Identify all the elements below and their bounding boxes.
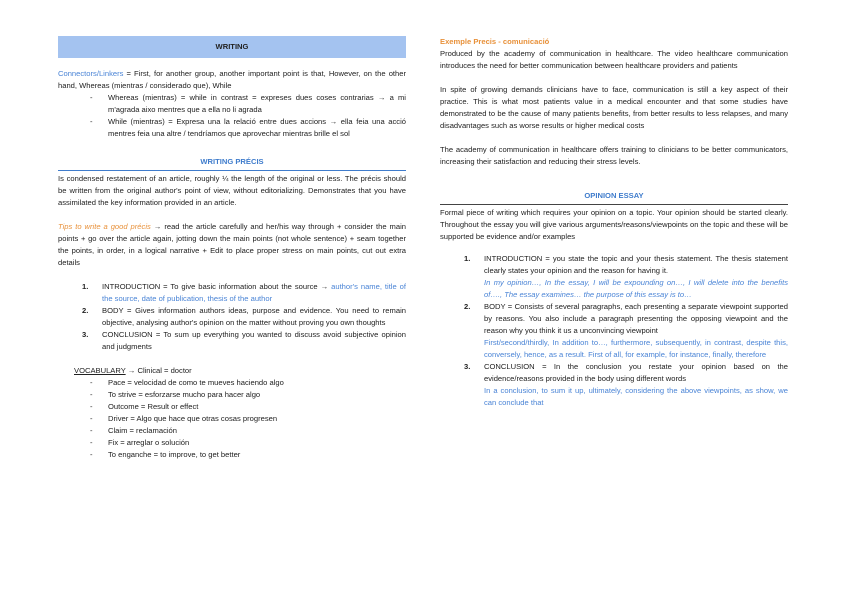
- item-text: = To sum up everything you wanted to discuss avoid subjective opinion and judgments: [102, 329, 406, 351]
- list-item: [82, 281, 406, 305]
- item-label: CONCLUSION: [102, 329, 153, 339]
- list-item: - Fix = arreglar o solución: [108, 437, 406, 449]
- item-blue-text: First/second/thirdly, In addition to…, furthermore, subsequently, in contrast, despite this, conversely, hence, as a result. First of all, for example, for instance, finally, therefore: [484, 337, 788, 359]
- item-blue-text: In my opinion…, In the essay, I will be expounding on…, I will delete into the benefits of…., The essay examines… the purpose of this essay is to…: [484, 277, 788, 299]
- list-item: - Driver = Algo que hace que otras cosas progresen: [108, 413, 406, 425]
- structure-list: [58, 281, 406, 353]
- list-item: - Whereas (mientras) = while in contrast = expreses dues coses contrarias → a mi m'agrada aixo mentres que a ella no li agrada: [108, 92, 406, 116]
- list-number: 1.: [82, 281, 89, 291]
- list-number: 2.: [464, 301, 471, 311]
- tips-paragraph: [58, 221, 406, 269]
- item-text: = you state the topic and your thesis statement. The thesis statement clearly states your opinion and the reason for having it.: [484, 253, 788, 275]
- item-text: = Gives information authors ideas, purpose and evidence. You need to remain objective, analysing author's opinion on the matter without proving you own thoughts: [102, 305, 406, 327]
- example-heading: Exemple Precis - comunicació: [440, 37, 550, 46]
- vocabulary-text: → Clinical = doctor: [125, 365, 192, 375]
- item-text: = To give basic information about the source →: [160, 281, 332, 291]
- connectors-list: [58, 92, 406, 140]
- connectors-text: = First, for another group, another important point is that, However, on the other hand, Whereas (mientras / considerado que), While: [58, 69, 406, 90]
- list-number: 1.: [464, 253, 471, 263]
- vocabulary-label: VOCABULARY: [74, 365, 126, 375]
- list-number: 3.: [464, 361, 471, 371]
- list-item: - Pace = velocidad de como te mueves haciendo algo: [108, 377, 406, 389]
- list-item: [82, 329, 406, 353]
- opinion-heading: OPINION ESSAY: [440, 190, 788, 205]
- list-item: - To strive = esforzarse mucho para hacer algo: [108, 389, 406, 401]
- precis-heading: WRITING PRÉCIS: [58, 156, 406, 171]
- tips-text: → read the article carefully and her/his way through + consider the main points + go over the article again, jotting down the main points (not whole sentence) + seam together the points, in order, in a logical narrative + Edit to place proper stress on main points, cut out extra details: [58, 221, 406, 267]
- item-label: INTRODUCTION: [484, 253, 543, 263]
- list-item: - To enganche = to improve, to get better: [108, 449, 406, 461]
- list-number: 3.: [82, 329, 89, 339]
- list-number: 2.: [82, 305, 89, 315]
- example-paragraph-2: In spite of growing demands clinicians have to face, communication is still a key aspect of their practice. This is what most patients value in a medical encounter and that some studies have demonstrated to be the cause of many patients benefits, from better results to less relapses, and many disadvantages such as worse results or higher medical costs: [440, 84, 788, 130]
- opinion-paragraph: Formal piece of writing which requires your opinion on a topic. Your opinion should be started clearly. Throughout the essay you will give various arguments/reasons/viewpoints on the topic and these will be supported be evidence and/or examples: [440, 207, 788, 241]
- list-item: - While (mientras) = Expresa una la relació entre dues accions → ella feia una acció mentres feia una altre / tendríamos que aprovechar mientras brille el sol: [108, 116, 406, 140]
- vocabulary-list: [58, 377, 406, 461]
- connectors-paragraph: [58, 68, 406, 92]
- item-blue-text: author's name, title of the source, date of publication, thesis of the author: [102, 281, 406, 303]
- example-paragraph-3: The academy of communication in healthcare offers training to clinicians to be better communicators, increasing their satisfaction and reducing their stress levels.: [440, 144, 788, 166]
- item-label: BODY: [484, 301, 506, 311]
- essay-structure-list: [440, 253, 788, 409]
- left-column: [58, 36, 406, 461]
- item-label: CONCLUSION: [484, 361, 535, 371]
- connectors-label: Connectors/Linkers: [58, 69, 124, 78]
- item-label: BODY: [102, 305, 124, 315]
- right-column: [440, 36, 788, 409]
- vocabulary-line: [58, 365, 406, 377]
- item-text: = Consists of several paragraphs, each presenting a separate viewpoint supported by reasons. You also include a paragraph presenting the opposing viewpoint and the reason why you think it us a unconvincing viewpoint: [484, 301, 788, 335]
- list-item: - Outcome = Result or effect: [108, 401, 406, 413]
- list-item: [464, 253, 788, 301]
- precis-paragraph: Is condensed restatement of an article, roughly ¼ the length of the original or less. The précis should be written from the original author's point of view, without editorializing. Demonstrates that you have assimilated the key information provided in an article.: [58, 173, 406, 207]
- list-item: - Claim = reclamación: [108, 425, 406, 437]
- list-item: [82, 305, 406, 329]
- item-label: INTRODUCTION: [102, 281, 161, 291]
- writing-banner: WRITING: [58, 36, 406, 58]
- item-text: = In the conclusion you restate your opinion based on the evidence/reasons provided in the body using different words: [484, 361, 788, 383]
- list-item: [464, 361, 788, 409]
- item-blue-text: In a conclusion, to sum it up, ultimately, considering the above viewpoints, as show, we can conclude that: [484, 385, 788, 407]
- example-paragraph-1: Produced by the academy of communication in healthcare. The video healthcare communication introduces the need for better communication between healthcare providers and patients: [440, 48, 788, 70]
- list-item: [464, 301, 788, 361]
- tips-label: Tips to write a good précis: [58, 221, 151, 231]
